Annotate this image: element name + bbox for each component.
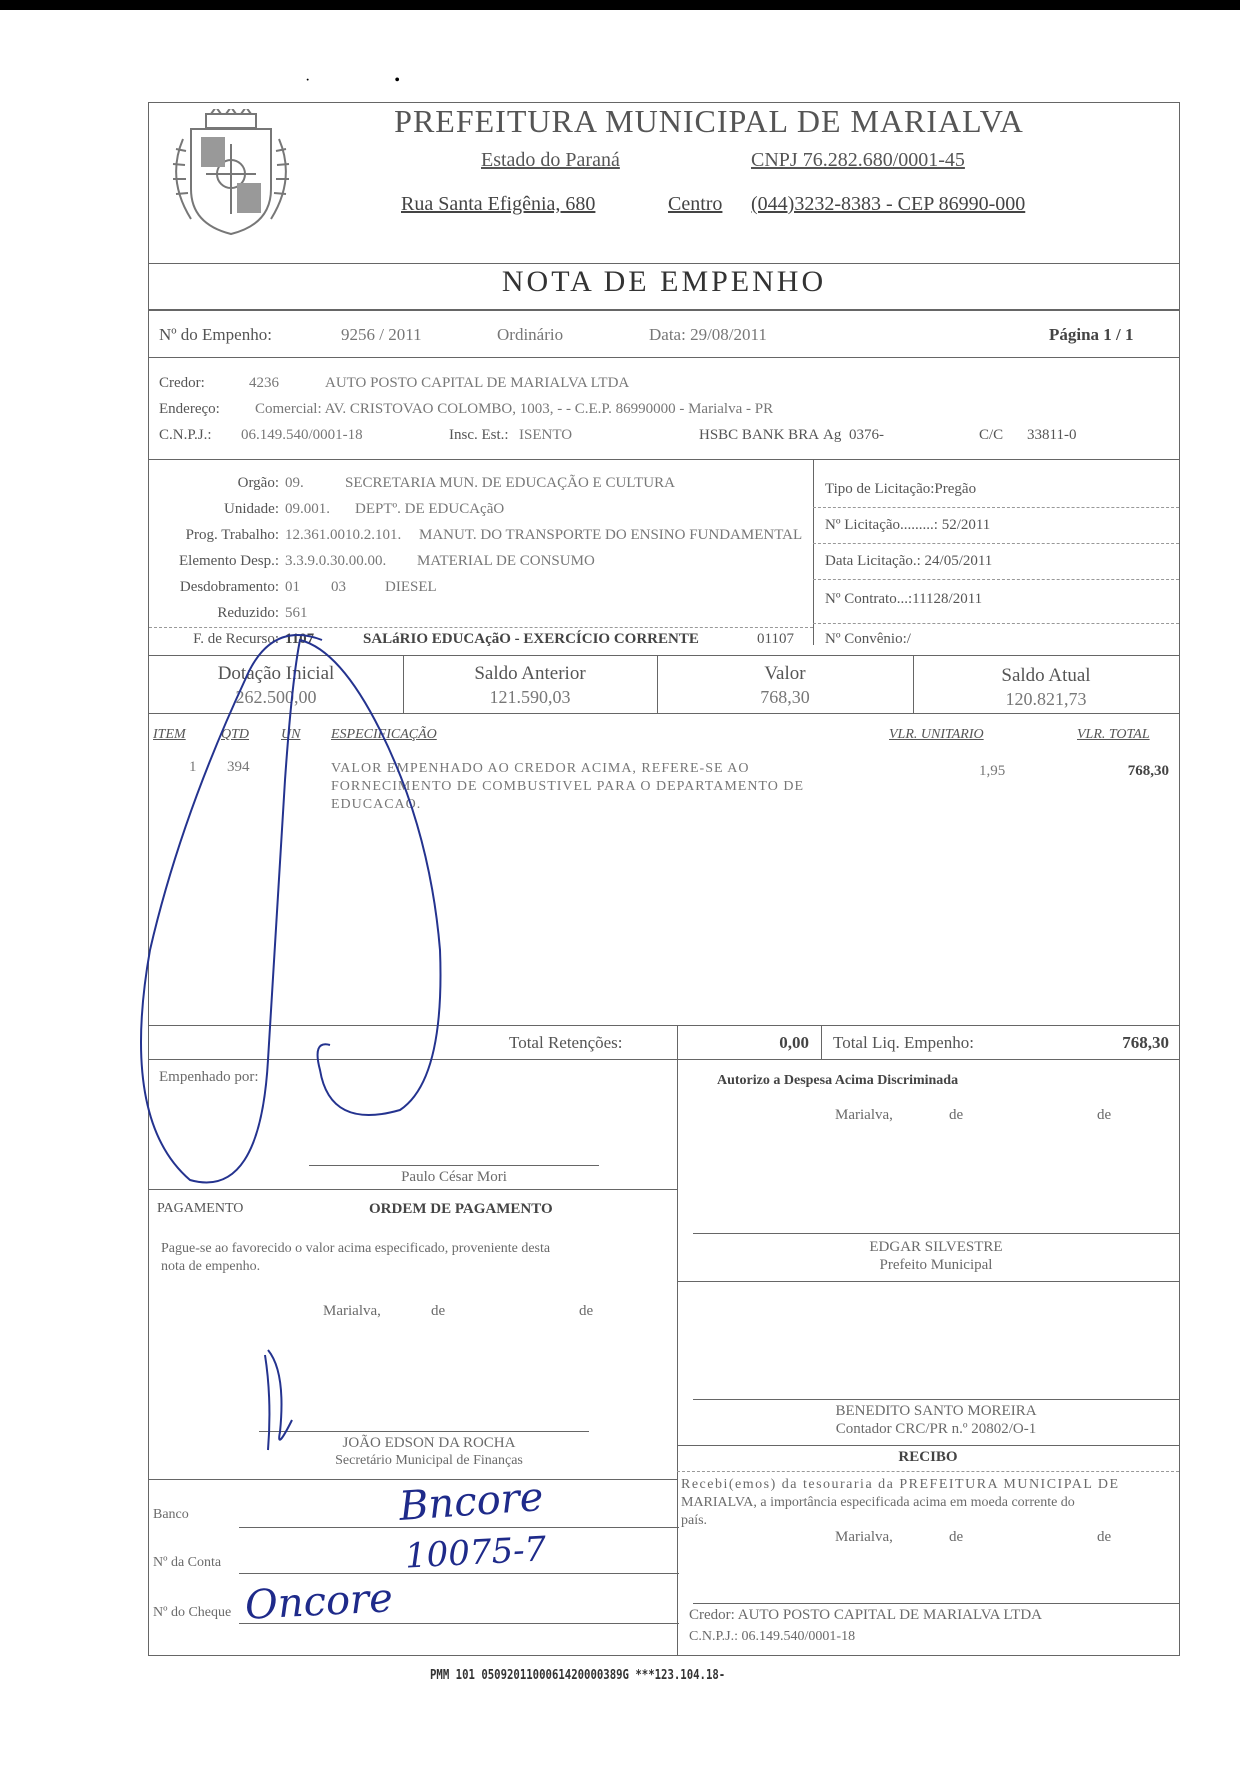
creditor-account: 33811-0 xyxy=(1027,427,1077,443)
dotacao-inicial-value: 262.500,00 xyxy=(235,687,317,707)
nota-de-empenho xyxy=(148,102,1180,1656)
empenho-date: Data: 29/08/2011 xyxy=(649,325,767,344)
valor-value: 768,30 xyxy=(760,687,810,707)
licitacao-date: Data Licitação.: 24/05/2011 xyxy=(825,553,993,569)
saldo-atual-value: 120.821,73 xyxy=(1005,689,1087,709)
reduzido-label: Reduzido: xyxy=(217,605,279,621)
autorizo-despesa: Autorizo a Despesa Acima Discriminada xyxy=(717,1073,959,1088)
total-liquido-label: Total Liq. Empenho: xyxy=(833,1033,974,1052)
col-un: UN xyxy=(281,727,301,742)
item-description-line-2: FORNECIMENTO DE COMBUSTIVEL PARA O DEPARTAMENTO DE xyxy=(331,779,805,794)
recibo-title: RECIBO xyxy=(898,1449,958,1465)
valor-label: Valor xyxy=(764,663,806,684)
item-total: 768,30 xyxy=(1127,763,1169,779)
saldo-anterior-label: Saldo Anterior xyxy=(474,663,586,684)
ordem-pagamento-text-1: Pague-se ao favorecido o valor acima especificado, proveniente desta xyxy=(161,1241,551,1256)
recibo-text-1: Recebi(emos) da tesouraria da PREFEITURA MUNICIPAL DE xyxy=(681,1477,1120,1492)
fonte-name: SALáRIO EDUCAçãO - EXERCÍCIO CORRENTE xyxy=(363,631,699,647)
fonte-code: 1107 xyxy=(285,631,315,647)
footer-code: PMM 101 0509201100061420000389G ***123.104.18- xyxy=(430,1668,726,1683)
reduzido-value: 561 xyxy=(285,605,308,621)
creditor-agency: 0376- xyxy=(849,427,884,443)
col-qtd: QTD xyxy=(221,727,250,742)
pagamento-local: Marialva, xyxy=(323,1303,381,1319)
col-vlr-total: VLR. TOTAL xyxy=(1077,727,1150,742)
elemento-label: Elemento Desp.: xyxy=(179,553,279,569)
contrato-number: Nº Contrato...:11128/2011 xyxy=(825,591,983,607)
dotacao-inicial-label: Dotação Inicial xyxy=(217,663,335,684)
header-phone-cep: (044)3232-8383 - CEP 86990-000 xyxy=(751,193,1026,215)
header-cnpj: CNPJ 76.282.680/0001-45 xyxy=(751,149,965,171)
total-retencoes-label: Total Retenções: xyxy=(509,1033,623,1052)
creditor-label: Credor: xyxy=(159,375,205,391)
conta-handwritten: 10075-7 xyxy=(404,1529,548,1577)
secretario-nome: JOÃO EDSON DA ROCHA xyxy=(342,1435,516,1451)
address-label: Endereço: xyxy=(159,401,220,417)
col-vlr-unitario: VLR. UNITARIO xyxy=(889,727,984,742)
desdobramento-label: Desdobramento: xyxy=(179,579,279,595)
header-state: Estado do Paraná xyxy=(481,149,620,171)
unidade-name: DEPTº. DE EDUCAçãO xyxy=(355,501,505,517)
account-label: C/C xyxy=(979,427,1004,443)
fonte-label: F. de Recurso: xyxy=(193,631,279,647)
cnpj-label: C.N.P.J.: xyxy=(159,427,212,443)
autorizo-local: Marialva, xyxy=(835,1107,893,1123)
pagamento-de-1: de xyxy=(431,1303,446,1319)
item-qtd: 394 xyxy=(227,759,250,775)
convenio-number: Nº Convênio:/ xyxy=(825,631,911,647)
elemento-name: MATERIAL DE CONSUMO xyxy=(417,553,595,569)
col-item: ITEM xyxy=(153,727,186,742)
ordem-pagamento-title: ORDEM DE PAGAMENTO xyxy=(369,1201,553,1217)
header-title: PREFEITURA MUNICIPAL DE MARIALVA xyxy=(394,103,1024,139)
orgao-name: SECRETARIA MUN. DE EDUCAÇÃO E CULTURA xyxy=(345,475,675,491)
empenhado-por-nome: Paulo César Mori xyxy=(401,1169,507,1185)
prefeito-cargo: Prefeito Municipal xyxy=(879,1257,993,1273)
prog-name: MANUT. DO TRANSPORTE DO ENSINO FUNDAMENTAL xyxy=(419,527,803,543)
contador-cargo: Contador CRC/PR n.º 20802/O-1 xyxy=(835,1421,1037,1437)
creditor-insc: ISENTO xyxy=(519,427,573,443)
unidade-code: 09.001. xyxy=(285,501,330,517)
ordem-pagamento-text-2: nota de empenho. xyxy=(161,1259,261,1274)
creditor-address: Comercial: AV. CRISTOVAO COLOMBO, 1003, - - C.E.P. 86990000 - Marialva - PR xyxy=(255,401,774,417)
saldo-atual-label: Saldo Atual xyxy=(1001,665,1091,686)
orgao-label: Orgão: xyxy=(237,475,279,491)
recibo-text-2: MARIALVA, a importância especificada acima em moeda corrente do xyxy=(681,1495,1075,1510)
recibo-credor: Credor: AUTO POSTO CAPITAL DE MARIALVA LTDA xyxy=(689,1607,1042,1623)
orgao-code: 09. xyxy=(285,475,304,491)
recibo-text-3: país. xyxy=(681,1513,708,1528)
pagamento-de-2: de xyxy=(579,1303,594,1319)
creditor-cnpj: 06.149.540/0001-18 xyxy=(241,427,363,443)
recibo-local: Marialva, xyxy=(835,1529,893,1545)
creditor-bank: HSBC BANK BRA xyxy=(699,427,820,443)
fonte-number: 01107 xyxy=(757,631,794,647)
recibo-de-1: de xyxy=(949,1529,964,1545)
conta-label: Nº da Conta xyxy=(153,1555,222,1570)
creditor-code: 4236 xyxy=(249,375,279,391)
page-number: Página 1 / 1 xyxy=(1049,325,1134,344)
elemento-code: 3.3.9.0.30.00.00. xyxy=(285,553,387,569)
saldo-anterior-value: 121.590,03 xyxy=(489,687,571,707)
coat-of-arms-icon xyxy=(161,109,301,241)
desdobramento-a: 01 xyxy=(285,579,300,595)
total-liquido-value: 768,30 xyxy=(1122,1033,1169,1052)
secretario-cargo: Secretário Municipal de Finanças xyxy=(335,1453,523,1468)
empenho-number-label: Nº do Empenho: xyxy=(159,325,272,344)
scan-top-border xyxy=(0,0,1240,10)
recibo-de-2: de xyxy=(1097,1529,1112,1545)
item-description-line-1: VALOR EMPENHADO AO CREDOR ACIMA, REFERE-SE AO xyxy=(331,761,750,776)
recibo-cnpj: C.N.P.J.: 06.149.540/0001-18 xyxy=(689,1629,856,1644)
autorizo-de-2: de xyxy=(1097,1107,1112,1123)
banco-label: Banco xyxy=(153,1507,189,1522)
empenho-number: 9256 / 2011 xyxy=(341,325,422,344)
cheque-handwritten: Oncore xyxy=(243,1575,394,1629)
licitacao-type: Tipo de Licitação:Pregão xyxy=(825,481,977,497)
empenhado-por-label: Empenhado por: xyxy=(159,1069,259,1085)
col-especificacao: ESPECIFICAÇÃO xyxy=(331,727,437,742)
desdobramento-b: 03 xyxy=(331,579,346,595)
item-number: 1 xyxy=(189,759,197,775)
document-title: NOTA DE EMPENHO xyxy=(501,265,827,298)
empenho-type: Ordinário xyxy=(497,325,564,344)
prog-code: 12.361.0010.2.101. xyxy=(285,527,402,543)
prefeito-nome: EDGAR SILVESTRE xyxy=(869,1239,1003,1255)
item-description-line-3: EDUCACAO. xyxy=(331,797,422,812)
contador-nome: BENEDITO SANTO MOREIRA xyxy=(835,1403,1037,1419)
agency-label: Ag xyxy=(823,427,842,443)
unidade-label: Unidade: xyxy=(224,501,279,517)
autorizo-de-1: de xyxy=(949,1107,964,1123)
cheque-label: Nº do Cheque xyxy=(153,1605,232,1620)
desdobramento-name: DIESEL xyxy=(385,579,437,595)
item-unit-price: 1,95 xyxy=(979,763,1006,779)
licitacao-number: Nº Licitação.........: 52/2011 xyxy=(825,517,991,533)
banco-handwritten: Bncore xyxy=(397,1474,545,1530)
header-district: Centro xyxy=(668,193,723,215)
pagamento-label: PAGAMENTO xyxy=(157,1201,244,1216)
header-address: Rua Santa Efigênia, 680 xyxy=(401,193,596,215)
scan-specks: · • xyxy=(305,72,440,89)
total-retencoes-value: 0,00 xyxy=(779,1033,809,1052)
creditor-name: AUTO POSTO CAPITAL DE MARIALVA LTDA xyxy=(325,375,630,391)
insc-label: Insc. Est.: xyxy=(449,427,509,443)
prog-label: Prog. Trabalho: xyxy=(185,527,279,543)
